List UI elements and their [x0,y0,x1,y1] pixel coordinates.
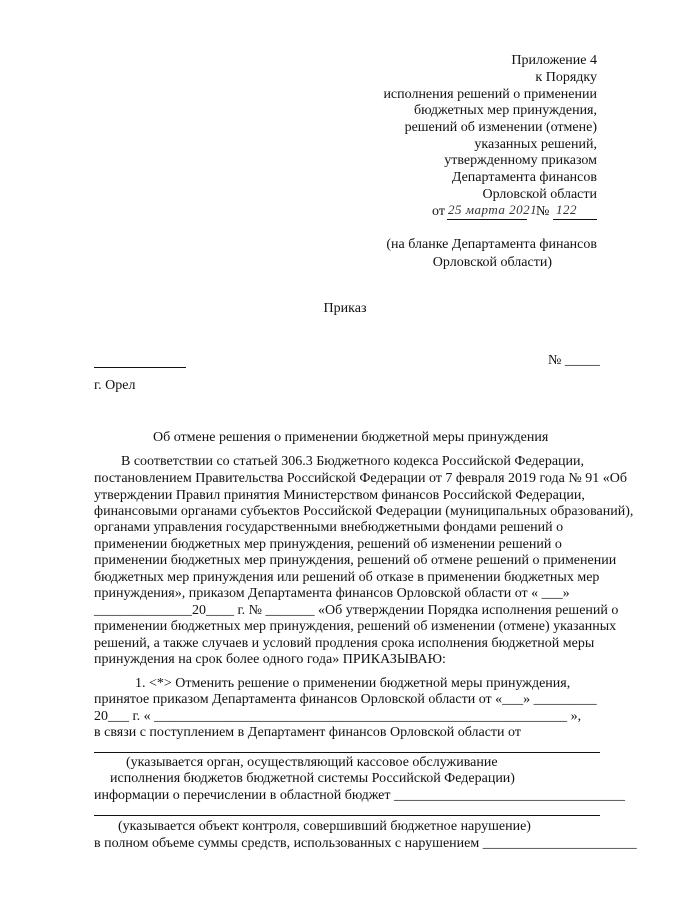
note-line: исполнения бюджетов бюджетной системы Российской Федерации) [110,771,515,786]
appendix-line: решений об изменении (отмене) [404,120,597,135]
body-line: применении бюджетных мер принуждения, решений об изменении решений о [94,537,562,552]
blank-line [94,752,600,753]
city: г. Орел [94,378,136,393]
letterhead-note-line2: Орловской области) [432,255,552,270]
item-line: 20___ г. « ___________________________________________________________ », [94,709,582,724]
number-prefix: № [536,204,550,219]
body-line: применении бюджетных мер принуждения, решений об изменении (отмене) указанных [94,619,617,634]
body-line: финансовыми органами субъектов Российской Федерации (муниципальных образований), [94,504,634,519]
appendix-line: Департамента финансов [451,170,597,185]
item-line: принятое приказом Департамента финансов Орловской области от «___» _________ [94,692,597,707]
note-line: (указывается орган, осуществляющий кассовое обслуживание [126,755,498,770]
appendix-line: Приложение 4 [511,53,597,68]
appendix-line: Орловской области [482,187,597,202]
order-title: Приказ [323,301,367,316]
body-line: постановлением Правительства Российской Федерации от 7 февраля 2019 года № 91 «Об [94,471,627,486]
info-line: информации о перечислении в областной бюджет _________________________________ [94,788,626,803]
body-line: применении бюджетных мер принуждения, решений об отмене решений о применении [94,553,617,568]
body-line: решений, а также случаев и условий продления срока исполнения бюджетной меры [94,636,595,651]
appendix-line: к Порядку [535,70,597,85]
date-underline [447,219,527,220]
body-line: бюджетных мер принуждения или решений об отказе в применении бюджетных мер [94,570,600,585]
body-line: утверждении Правил принятия Министерством финансов Российской Федерации, [94,488,585,503]
item-line: 1. <*> Отменить решение о применении бюджетной меры принуждения, [135,676,571,691]
handwritten-number: 122 [556,202,577,217]
letterhead-note-line1: (на бланке Департамента финансов [386,237,597,252]
appendix-line: указанных решений, [474,137,597,152]
body-line: В соответствии со статьей 306.3 Бюджетного кодекса Российской Федерации, [121,454,585,469]
handwritten-date: 25 марта 2021 [448,202,538,217]
appendix-line: исполнения решений о применении [383,87,597,102]
order-number-label: № _____ [548,353,600,368]
body-line: органами управления государственными внебюджетными фондами решений о [94,520,564,535]
body-line: ______________20____ г. № _______ «Об утверждении Порядка исполнения решений о [94,603,619,618]
appendix-line: утвержденному приказом [444,153,597,168]
date-prefix: от [432,204,445,219]
number-underline [553,219,597,220]
note-line: (указывается объект контроля, совершивший бюджетное нарушение) [118,819,531,834]
body-line: принуждения», приказом Департамента финансов Орловской области от « ___» [94,586,570,601]
appendix-line: бюджетных мер принуждения, [413,103,597,118]
item-line: в связи с поступлением в Департамент финансов Орловской области от [94,725,521,740]
order-date-blank [94,367,186,368]
blank-line [94,815,600,816]
last-line: в полном объеме суммы средств, использованных с нарушением ______________________ [94,836,637,851]
body-line: принуждения на срок более одного года» ПРИКАЗЫВАЮ: [94,652,446,667]
order-subject: Об отмене решения о применении бюджетной меры принуждения [153,430,549,445]
